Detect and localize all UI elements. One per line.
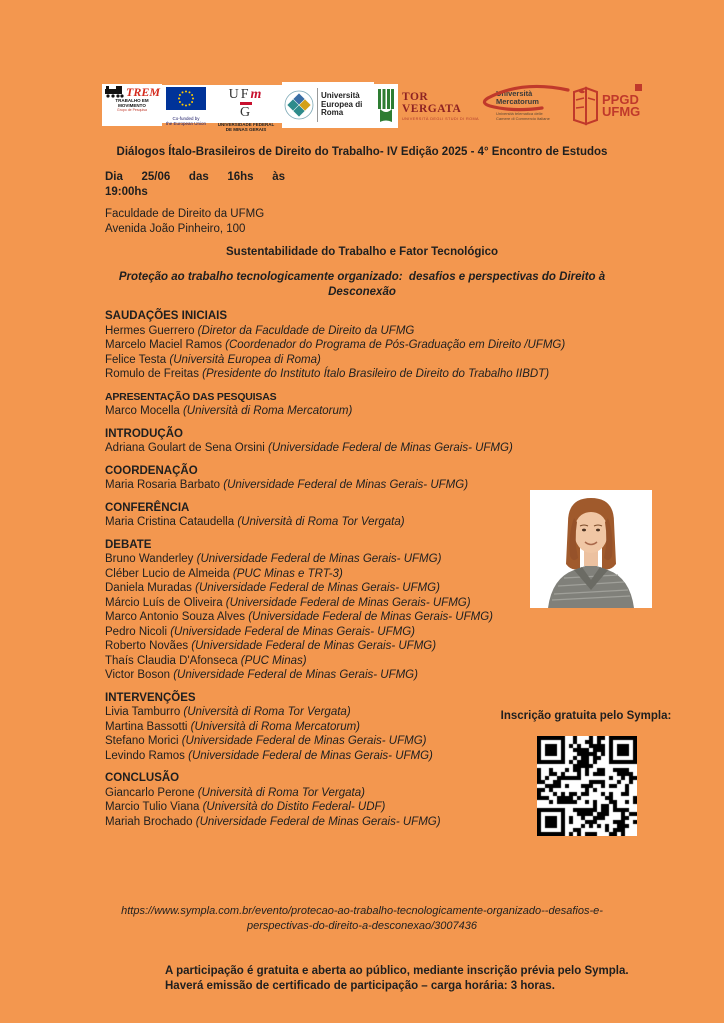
person-row — [105, 478, 575, 493]
tor-vergata-icon — [378, 89, 394, 123]
event-datetime — [105, 170, 285, 200]
logos-row — [102, 84, 644, 132]
section-heading: CONCLUSÃO — [105, 772, 180, 784]
program-section — [105, 390, 575, 419]
person-row — [105, 596, 575, 611]
section-heading: INTRODUÇÃO — [105, 427, 183, 440]
ufmg-logo — [210, 85, 282, 132]
uer-divider — [317, 88, 318, 122]
person-name: Giancarlo Perone — [105, 786, 198, 799]
person-affiliation: (Universidade Federal de Minas Gerais- UFMG) — [195, 582, 440, 594]
person-name: Marcelo Maciel Ramos — [105, 339, 226, 351]
person-affiliation: (Universidade Federal de Minas Gerais- UFMG) — [181, 735, 427, 747]
venue-address: Avenida João Pinheiro, 100 — [105, 222, 246, 235]
section-heading: SAUDAÇÕES INICIAIS — [105, 310, 228, 322]
uer-diamond-icon — [284, 90, 314, 120]
person-affiliation: (Università di Roma Tor Vergata) — [183, 706, 351, 718]
sympla-url-line2: perspectivas-do-direito-a-desconexao/3007436 — [247, 920, 477, 932]
section-heading: DEBATE — [105, 538, 152, 551]
person-affiliation: (Università di Roma Tor Vergata) — [197, 786, 365, 799]
ufmg-wordmark: UFm G — [228, 87, 264, 120]
person-affiliation: (Universidade Federal de Minas Gerais- UFMG) — [196, 553, 442, 565]
person-row — [105, 552, 575, 567]
eu-cofunded-logo — [162, 85, 210, 126]
person-affiliation: (Università do Distito Federal- UDF) — [202, 801, 386, 813]
ppgd-ufmg-logo — [570, 84, 644, 126]
person-row — [105, 815, 575, 830]
mercatorum-title-line2: Mercatorum — [496, 97, 539, 106]
person-row — [105, 515, 575, 530]
mercatorum-subtitle: Università telematica delle Camere di Commercio italiane — [496, 111, 550, 121]
person-row — [105, 800, 575, 815]
person-name: Romulo de Freitas — [105, 368, 203, 380]
person-affiliation: (PUC Minas) — [240, 654, 307, 667]
eu-flag-icon — [166, 87, 206, 110]
tor-vergata-logo — [374, 84, 482, 128]
person-name: Márcio Luís de Oliveira — [105, 596, 226, 609]
person-name: Marco Antonio Souza Alves — [105, 611, 249, 623]
person-affiliation: (Diretor da Faculdade de Direito da UFMG — [197, 324, 415, 337]
program-section — [105, 464, 575, 493]
person-row — [105, 639, 575, 654]
event-theme: Sustentabilidade do Trabalho e Fator Tecnológico — [226, 246, 498, 258]
mercatorum-logo — [482, 84, 570, 121]
person-affiliation: (Università di Roma Mercatorum) — [190, 720, 361, 733]
mercatorum-title-line1: Università — [496, 89, 533, 98]
ufmg-logo-subtitle: UNIVERSIDADE FEDERAL DE MINAS GERAIS — [217, 121, 275, 132]
tor-vergata-icon-box — [374, 84, 398, 128]
person-affiliation: (Universidade Federal de Minas Gerais- UFMG) — [225, 596, 471, 609]
tor-vergata-text — [402, 91, 482, 121]
person-name: Cléber Lucio de Almeida — [105, 567, 233, 580]
person-name: Mariah Brochado — [105, 815, 196, 828]
trem-logo-tiny-text: Grupo de Pesquisa — [117, 108, 147, 112]
person-row — [105, 625, 575, 640]
program-section — [105, 538, 575, 683]
speaker-photo — [530, 490, 652, 608]
person-affiliation: (PUC Minas e TRT-3) — [232, 567, 343, 580]
person-row — [105, 404, 575, 419]
section-heading: CONFERÊNCIA — [105, 501, 190, 514]
tor-vergata-subtitle: UNIVERSITÀ DEGLI STUDI DI ROMA — [402, 117, 479, 121]
person-affiliation: (Universidade Federal de Minas Gerais- UFMG) — [188, 749, 433, 762]
event-title: Diálogos Ítalo-Brasileiros de Direito do Trabalho- IV Edição 2025 - 4° Encontro de Estudos — [116, 146, 608, 158]
person-row — [105, 324, 575, 339]
person-row — [105, 581, 575, 596]
person-name: Daniela Muradas — [105, 582, 196, 594]
person-affiliation: (Universidade Federal de Minas Gerais- UFMG) — [223, 479, 469, 491]
program-section — [105, 427, 575, 456]
person-row — [105, 668, 575, 683]
person-affiliation: (Universidade Federal de Minas Gerais- UFMG) — [191, 640, 437, 652]
person-name: Levindo Ramos — [105, 749, 189, 762]
person-affiliation: (Coordenador do Programa de Pós-Graduação em Direito /UFMG) — [225, 339, 566, 351]
ppgd-book-icon — [570, 86, 600, 126]
person-affiliation: (Universidade Federal de Minas Gerais- UFMG) — [195, 815, 441, 828]
person-affiliation: (Universidade Federal de Minas Gerais- UFMG) — [173, 669, 418, 681]
trem-logo-title: TREM — [125, 85, 160, 99]
event-date-line: Dia 25/06 das 16hs às — [105, 171, 285, 183]
person-row — [105, 734, 575, 749]
person-name: Pedro Nicoli — [105, 625, 171, 638]
event-subtitle: Proteção ao trabalho tecnologicamente organizado: desafios e perspectivas do Direito à Desconexão — [118, 271, 606, 298]
train-icon — [104, 85, 126, 98]
person-row — [105, 353, 575, 368]
venue-name: Faculdade de Direito da UFMG — [105, 208, 265, 220]
sympla-url — [92, 904, 632, 934]
trem-logo — [102, 84, 162, 126]
person-affiliation: (Università di Roma Tor Vergata) — [237, 516, 405, 528]
trem-logo-subtitle: TRABALHO EM MOVIMENTO — [115, 98, 149, 108]
person-row — [105, 749, 575, 764]
person-row — [105, 567, 575, 582]
person-name: Martina Bassotti — [105, 720, 191, 733]
person-name: Felice Testa — [105, 353, 170, 366]
program-section — [105, 771, 575, 829]
person-affiliation: (Universidade Federal de Minas Gerais- UFMG) — [170, 625, 415, 638]
sympla-registration-label: Inscrição gratuita pelo Sympla: — [500, 710, 672, 722]
person-row — [105, 441, 575, 456]
person-name: Marco Mocella — [105, 405, 183, 417]
event-time-line: 19:00hs — [105, 186, 148, 198]
person-name: Marcio Tulio Viana — [105, 801, 203, 813]
person-name: Stefano Morici — [105, 735, 182, 747]
person-row — [105, 654, 575, 669]
event-venue — [105, 207, 264, 236]
footer-line2: Haverá emissão de certificado de participação – carga horária: 3 horas. — [165, 980, 555, 992]
person-name: Thaís Claudia D'Afonseca — [105, 654, 241, 667]
person-name: Roberto Novães — [105, 640, 192, 652]
program-section — [105, 691, 575, 764]
uer-logo-text: Università Europea di Roma — [321, 91, 363, 118]
person-row — [105, 786, 575, 801]
footer-line1: A participação é gratuita e aberta ao público, mediante inscrição prévia pelo Sympla. — [165, 965, 629, 977]
person-name: Livia Tamburro — [105, 706, 184, 718]
sympla-qr-code — [537, 736, 637, 836]
person-row — [105, 610, 575, 625]
sympla-url-line1: https://www.sympla.com.br/evento/protecao-ao-trabalho-tecnologicamente-organizado--desafios-e- — [121, 905, 603, 917]
person-name: Hermes Guerrero — [105, 324, 198, 337]
section-heading: APRESENTAÇÃO DAS PESQUISAS — [105, 390, 277, 403]
program-section — [105, 501, 575, 530]
person-row — [105, 367, 575, 382]
person-name: Adriana Goulart de Sena Orsini — [105, 442, 269, 454]
section-heading: COORDENAÇÃO — [105, 464, 198, 477]
program-sections — [105, 309, 575, 837]
person-name: Maria Cristina Cataudella — [105, 516, 238, 528]
person-affiliation: (Universidade Federal de Minas Gerais- UFMG) — [248, 611, 493, 623]
person-name: Maria Rosaria Barbato — [105, 479, 224, 491]
person-name: Bruno Wanderley — [105, 553, 197, 565]
person-affiliation: (Università Europea di Roma) — [169, 353, 321, 366]
person-affiliation: (Presidente do Instituto Ítalo Brasileiro de Direito do Trabalho IIBDT) — [202, 368, 550, 380]
ppgd-wordmark: PPGD UFMG — [602, 91, 641, 119]
ppgd-badge — [635, 84, 642, 91]
uer-logo — [282, 82, 374, 128]
person-row — [105, 338, 575, 353]
program-section — [105, 309, 575, 382]
mercatorum-swoosh-icon — [482, 84, 570, 118]
person-name: Victor Boson — [105, 669, 174, 681]
section-heading: INTERVENÇÕES — [105, 691, 196, 704]
tor-vergata-title: TOR VERGATA — [402, 91, 462, 115]
footer-note — [165, 964, 629, 994]
person-affiliation: (Università di Roma Mercatorum) — [182, 405, 353, 417]
person-affiliation: (Universidade Federal de Minas Gerais- UFMG) — [268, 442, 513, 454]
eu-logo-text: Co-funded by the European Union — [165, 116, 207, 126]
